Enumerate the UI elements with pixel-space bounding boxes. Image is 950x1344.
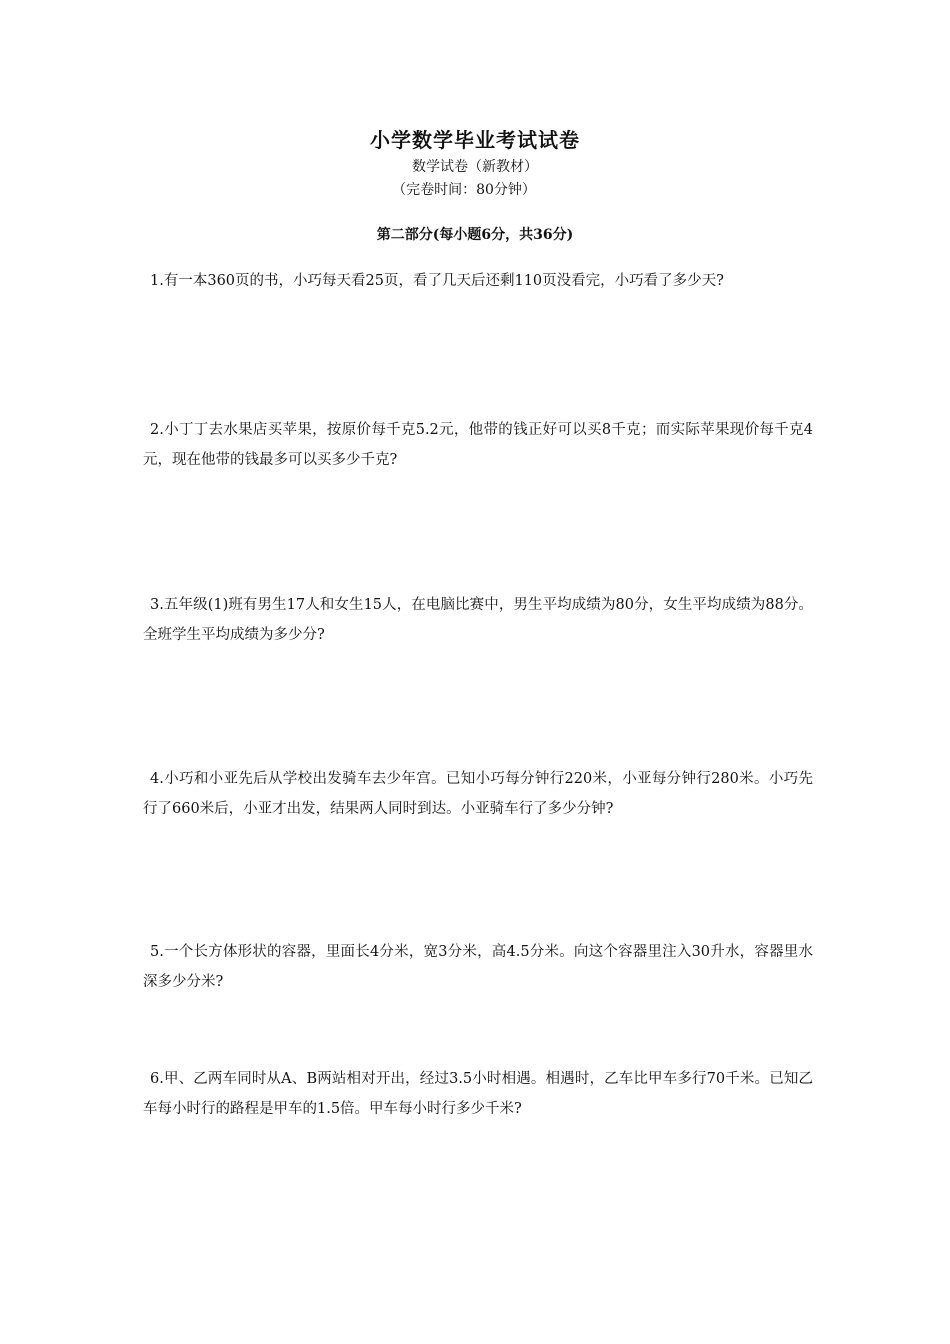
exam-title: 小学数学毕业考试试卷 bbox=[370, 128, 580, 152]
question-4 bbox=[143, 764, 813, 824]
question-text: 有一本360页的书，小巧每天看25页，看了几天后还剩110页没看完，小巧看了多少天? bbox=[163, 273, 724, 289]
question-number: 2. bbox=[150, 422, 164, 438]
exam-duration: （完卷时间：80分钟） bbox=[392, 182, 536, 198]
question-number: 5. bbox=[150, 944, 164, 960]
question-6 bbox=[143, 1064, 813, 1124]
question-text: 五年级(1)班有男生17人和女生15人，在电脑比赛中，男生平均成绩为80分，女生平均成绩为88分。全班学生平均成绩为多少分? bbox=[143, 597, 813, 643]
question-text: 小丁丁去水果店买苹果，按原价每千克5.2元，他带的钱正好可以买8千克；而实际苹果现价每千克4元，现在他带的钱最多可以买多少千克? bbox=[143, 422, 813, 468]
section-heading: 第二部分(每小题6分，共36分) bbox=[376, 227, 574, 243]
question-2 bbox=[143, 415, 813, 475]
exam-subtitle: 数学试卷（新教材） bbox=[412, 159, 538, 175]
question-text: 一个长方体形状的容器，里面长4分米，宽3分米，高4.5分米。向这个容器里注入30升水，容器里水深多少分米? bbox=[143, 944, 813, 990]
question-text: 甲、乙两车同时从A、B两站相对开出，经过3.5小时相遇。相遇时，乙车比甲车多行70千米。已知乙车每小时行的路程是甲车的1.5倍。甲车每小时行多少千米? bbox=[143, 1071, 813, 1117]
question-number: 6. bbox=[150, 1071, 164, 1087]
question-number: 4. bbox=[150, 771, 164, 787]
question-1 bbox=[143, 266, 813, 296]
question-number: 1. bbox=[150, 273, 164, 289]
question-text: 小巧和小亚先后从学校出发骑车去少年宫。已知小巧每分钟行220米，小亚每分钟行280米。小巧先行了660米后，小亚才出发，结果两人同时到达。小亚骑车行了多少分钟? bbox=[143, 771, 813, 817]
question-3 bbox=[143, 590, 813, 650]
question-5 bbox=[143, 937, 813, 997]
question-number: 3. bbox=[150, 597, 164, 613]
